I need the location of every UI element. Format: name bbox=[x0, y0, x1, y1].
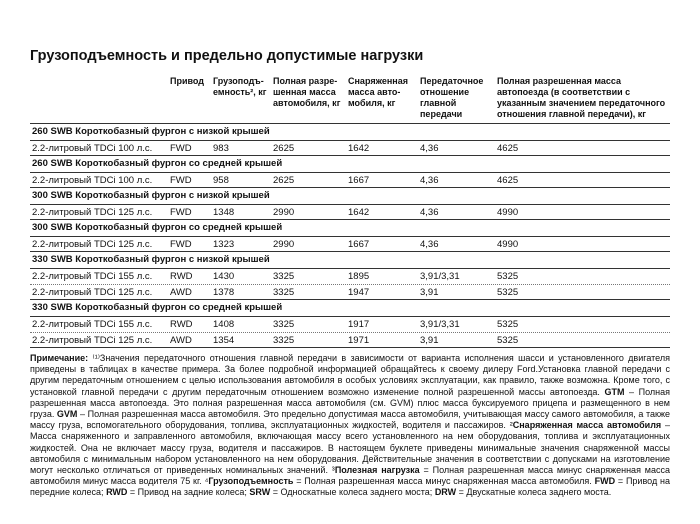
header-drive: Привод bbox=[170, 76, 205, 86]
table-row: 2.2-литровый TDCi 100 л.с. FWD 983 2625 1642 4,36 4625 bbox=[32, 143, 519, 154]
table-row: 2.2-литровый TDCi 125 л.с. FWD 1323 2990 1667 4,36 4990 bbox=[32, 239, 519, 250]
section-header: 300 SWB Короткобазный фургон с низкой крышей bbox=[30, 187, 670, 205]
section-header: 260 SWB Короткобазный фургон с низкой крышей bbox=[30, 123, 670, 141]
header-kerb: Снаряженная масса авто- мобиля, кг bbox=[348, 76, 408, 108]
table-row: 2.2-литровый TDCi 100 л.с. FWD 958 2625 1667 4,36 4625 bbox=[32, 175, 519, 186]
section-header: 330 SWB Короткобазный фургон с низкой крышей bbox=[30, 251, 670, 269]
section-header: 260 SWB Короткобазный фургон со средней крышей bbox=[30, 155, 670, 173]
table-row: 2.2-литровый TDCi 125 л.с. AWD 1378 3325 1947 3,91 5325 bbox=[32, 287, 519, 298]
header-gtm: Полная разрешенная масса автопоезда (в соответствии с указанным значением передаточного отношения главной передачи), кг bbox=[497, 76, 666, 119]
table-bottom-rule bbox=[30, 347, 670, 348]
table-row: 2.2-литровый TDCi 125 л.с. FWD 1348 2990 1642 4,36 4990 bbox=[32, 207, 519, 218]
table-row: 2.2-литровый TDCi 155 л.с. RWD 1430 3325 1895 3,91/3,31 5325 bbox=[30, 268, 670, 285]
page-title: Грузоподъемность и предельно допустимые нагрузки bbox=[30, 48, 424, 64]
header-axle-ratio: Передаточное отношение главной передачи bbox=[420, 76, 484, 119]
section-header: 330 SWB Короткобазный фургон со средней крышей bbox=[30, 299, 670, 317]
header-payload: Грузоподъ- емность², кг bbox=[213, 76, 267, 97]
table-row: 2.2-литровый TDCi 155 л.с. RWD 1408 3325 1917 3,91/3,31 5325 bbox=[30, 316, 670, 333]
table-row: 2.2-литровый TDCi 125 л.с. AWD 1354 3325 1971 3,91 5325 bbox=[32, 335, 519, 346]
section-header: 300 SWB Короткобазный фургон со средней крышей bbox=[30, 219, 670, 237]
header-gvm: Полная разре- шенная масса автомобиля, кг bbox=[273, 76, 341, 108]
footnote-text: Примечание: ⁽¹⁾Значения передаточного отношения главной передачи в зависимости от варианта исполнения шасси и установленного двигателя приведены в таблицах в качестве примера. За более подробной информацией обращайтесь к своему дилеру Ford.Установка главной передачи с другим передаточным отношением с целью использования автомобиля в особых условиях эксплуатации, как правило, также возможна. Кроме того, с установкой главной передачи с другим передаточным отношением возможно изменение полной разрешенной массы автопоезда. GTM – Полная разрешенная масса автопоезда. Это полная разрешенная масса автомобиля (см. GVM) плюс масса буксируемого прицепа и размещенного в нем груза. GVM – Полная разрешенная масса автомобиля. Это предельно допустимая масса автомобиля, учитывающая массу самого автомобиля, а также массу груза, вспомогательного оборудования, топлива, эксплуатационных жидкостей, водителя и пассажиров. ²Снаряженная масса автомобиля – Масса снаряженного и заправленного автомобиля, включающая массу всего установленного на нем оборудования, топлива и эксплуатационных жидкостей. Она не включает массу груза, водителя и пассажиров. В настоящем буклете приведены минимальные значения снаряженной массы автомобиля с минимальным набором установленного на нем оборудования. Действительные значения в соответствии с допусками на изготовление могут несколько отличаться от приведенных номинальных значений. ³Полезная нагрузка = Полная разрешенная масса минус снаряженная масса автомобиля минус масса водителя 75 кг. ⁴Грузоподъемность = Полная разрешенная масса минус снаряженная масса автомобиля. FWD = Привод на передние колеса; RWD = Привод на задние колеса; SRW = Односкатные колеса заднего моста; DRW = Двускатные колеса заднего моста. bbox=[30, 353, 670, 498]
